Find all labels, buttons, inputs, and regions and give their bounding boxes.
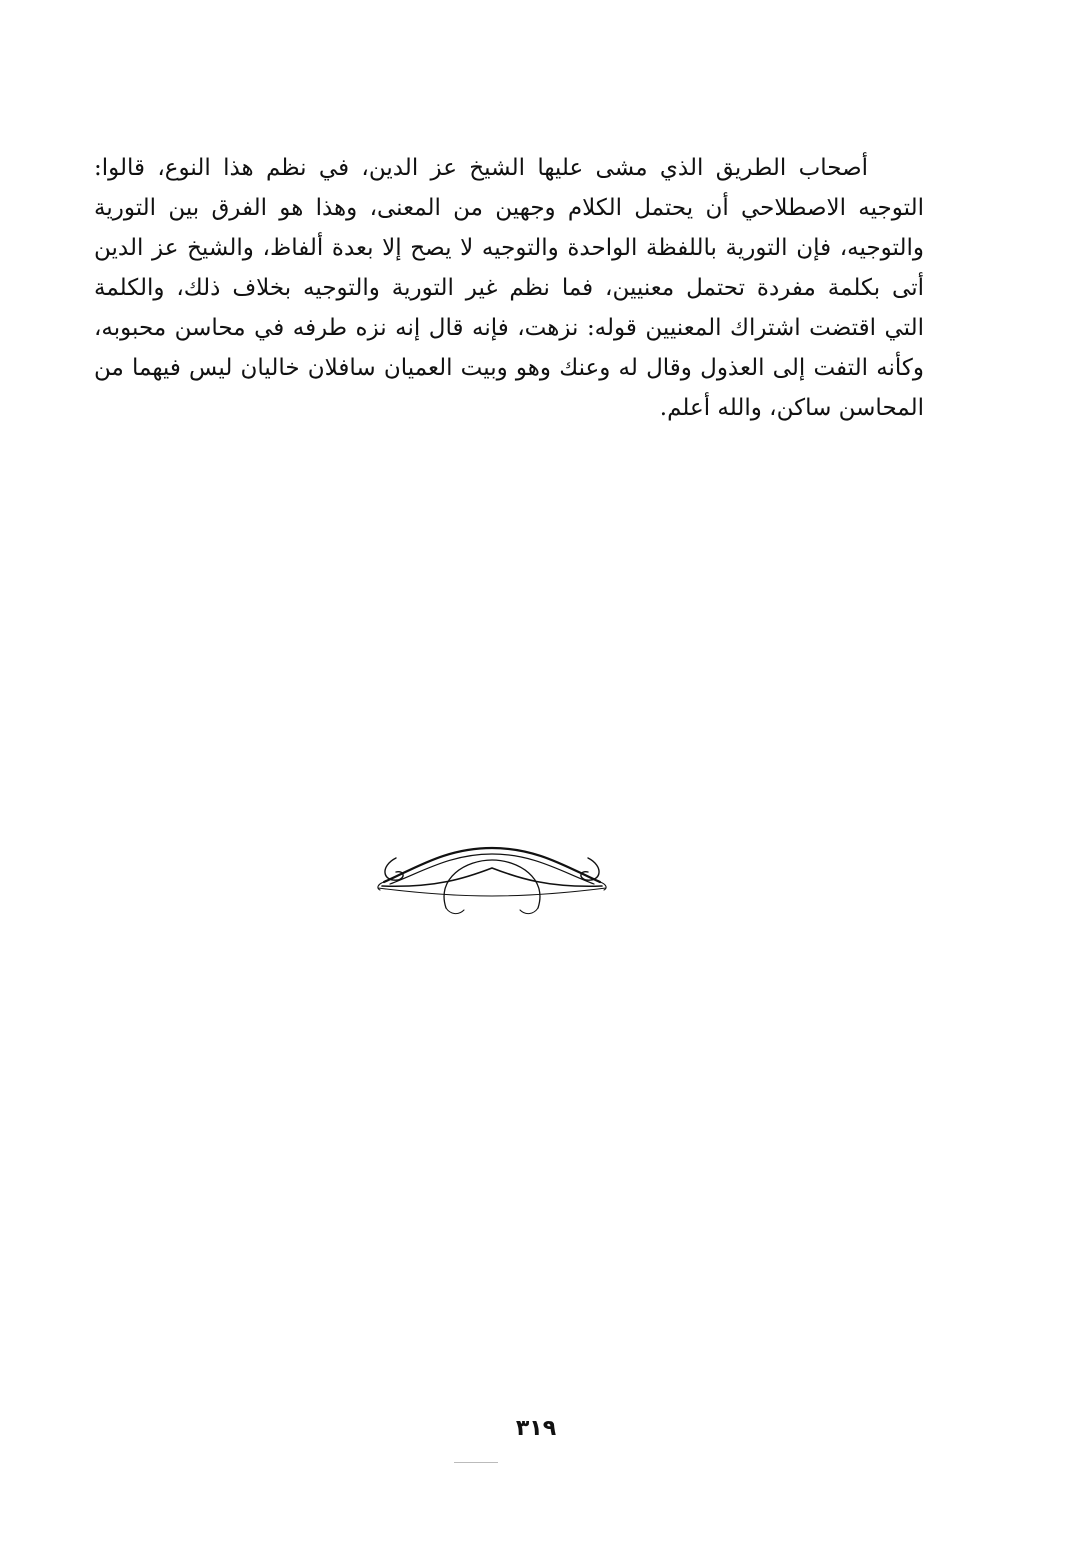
text-line-1: أصحاب الطريق الذي مشى عليها الشيخ عز الدين، في نظم هذا النوع، قالوا:	[94, 155, 868, 181]
text-line-3: والتوجيه، فإن التورية باللفظة الواحدة والتوجيه لا يصح إلا بعدة ألفاظ، والشيخ عز الدين	[94, 235, 924, 261]
text-line-7: المحاسن ساكن، والله أعلم.	[659, 395, 924, 421]
text-line-5: التي اقتضت اشتراك المعنيين قوله: نزهت، فإنه قال إنه نزه طرفه في محاسن محبوبه،	[94, 315, 924, 341]
text-line-4: أتى بكلمة مفردة تحتمل معنيين، فما نظم غير التورية والتوجيه بخلاف ذلك، والكلمة	[94, 275, 924, 301]
text-line-2: التوجيه الاصطلاحي أن يحتمل الكلام وجهين من المعنى، وهذا هو الفرق بين التورية	[94, 195, 924, 221]
text-line-6: وكأنه التفت إلى العذول وقال له وعنك وهو وبيت العميان سافلان خاليان ليس فيهما من	[94, 355, 924, 381]
page-number: ٣١٩	[515, 1416, 557, 1441]
body-text	[94, 148, 924, 428]
flourish-ornament-icon	[376, 838, 608, 918]
page-number-rule	[454, 1462, 498, 1463]
